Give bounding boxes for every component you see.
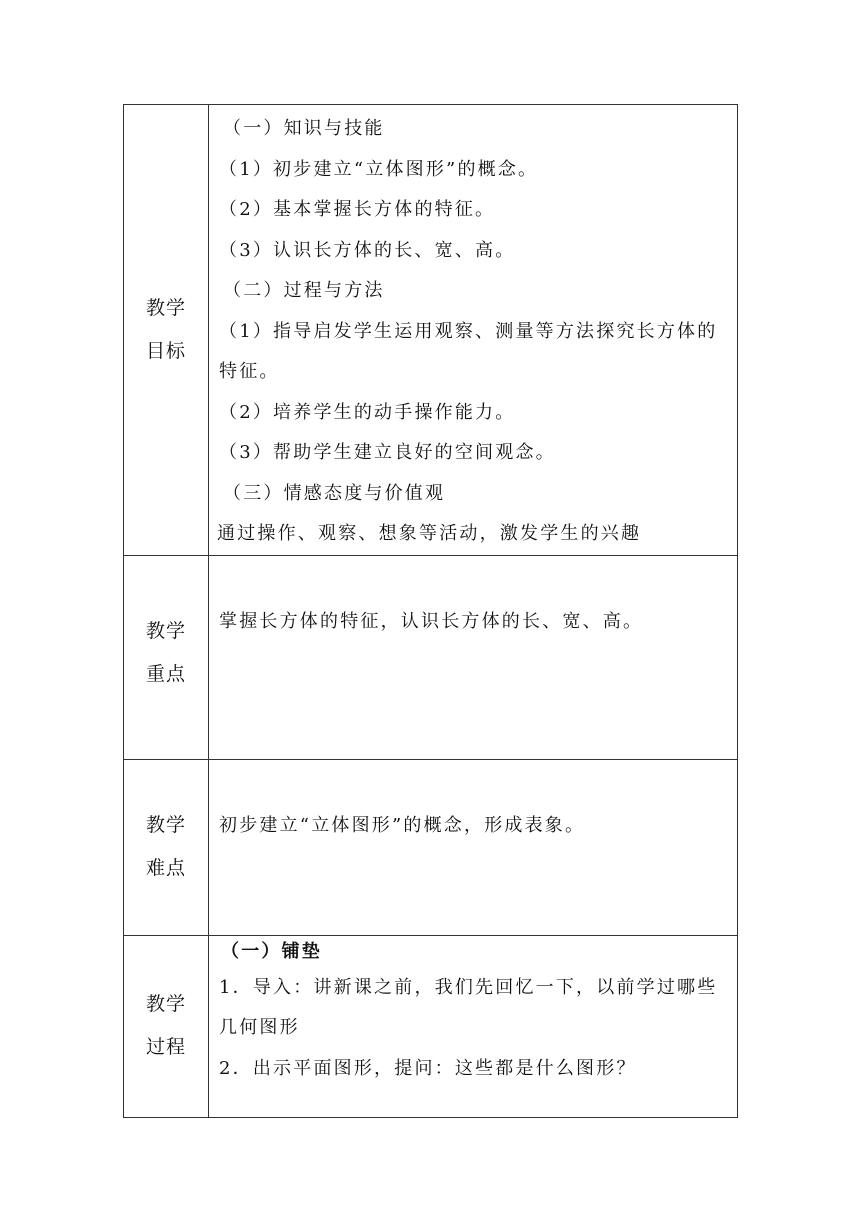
content-line: 通过操作、观察、想象等活动，激发学生的兴趣	[217, 523, 642, 544]
section-heading: （二）过程与方法	[223, 280, 385, 301]
content-line: （1）指导启发学生运用观察、测量等方法探究长方体的特征。	[219, 320, 718, 382]
row-label-line: 目标	[145, 339, 186, 362]
content-line: 1．导入：讲新课之前，我们先回忆一下，以前学过哪些几何图形	[219, 976, 718, 1038]
row-label-line: 教学	[145, 993, 186, 1015]
row-label-line: 过程	[145, 1036, 186, 1058]
row-label-difficulties	[124, 759, 209, 935]
content-line: （2）基本掌握长方体的特征。	[219, 199, 496, 220]
row-label-line: 重点	[145, 663, 186, 685]
row-label-line: 教学	[145, 814, 186, 836]
content-line: （3）认识长方体的长、宽、高。	[219, 239, 516, 261]
row-label-process	[124, 935, 209, 1117]
row-content-difficulties	[209, 759, 738, 935]
section-heading: （一）知识与技能	[223, 118, 385, 139]
lesson-plan-table	[123, 104, 738, 1118]
row-label-line: 难点	[145, 857, 186, 879]
section-heading: （一）铺垫	[221, 940, 322, 962]
content-line: （1）初步建立“立体图形”的概念。	[219, 158, 539, 180]
table-row-difficulties	[124, 759, 738, 935]
row-label-line: 教学	[145, 296, 186, 319]
content-line: 2．出示平面图形，提问：这些都是什么图形？	[219, 1057, 637, 1079]
content-line: （3）帮助学生建立良好的空间观念。	[219, 442, 556, 463]
content-line: （2）培养学生的动手操作能力。	[219, 401, 516, 423]
table-row-process	[124, 935, 738, 1117]
row-content-key-points	[209, 555, 738, 759]
section-heading: （三）情感态度与价值观	[223, 482, 446, 504]
table-row-objectives	[124, 105, 738, 556]
row-label-line: 教学	[145, 620, 186, 642]
row-label-objectives	[124, 105, 209, 556]
row-label-key-points	[124, 555, 209, 759]
content-line: 初步建立“立体图形”的概念，形成表象。	[219, 814, 586, 836]
row-content-objectives	[209, 105, 738, 556]
table-row-key-points	[124, 555, 738, 759]
row-content-process	[209, 935, 738, 1117]
content-line: 掌握长方体的特征，认识长方体的长、宽、高。	[219, 610, 644, 632]
